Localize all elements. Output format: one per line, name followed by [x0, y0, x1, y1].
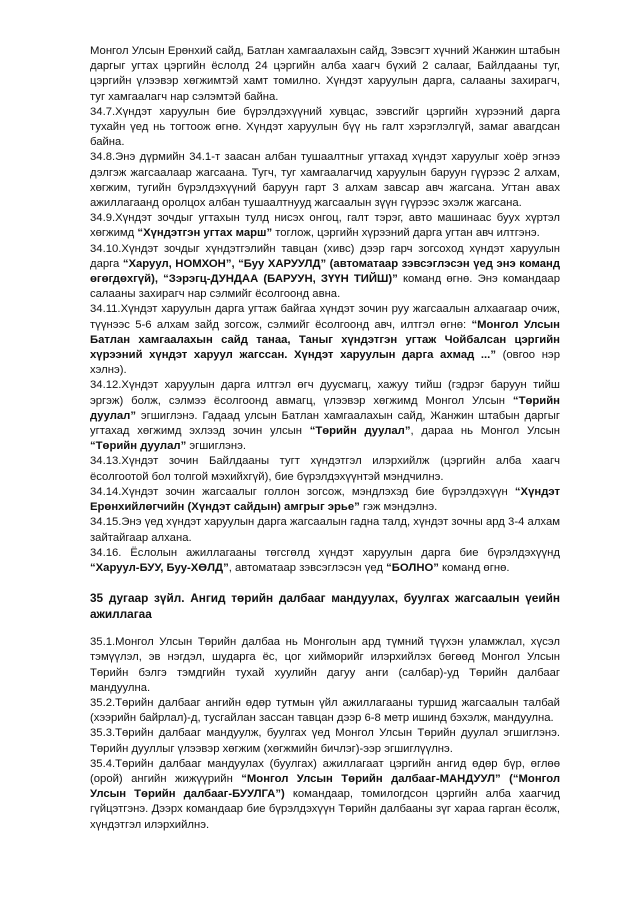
paragraph: [90, 757, 560, 833]
text-run: эгшиглэнэ.: [186, 440, 246, 453]
paragraph: [90, 726, 560, 756]
text-run: 35.1.Монгол Улсын Төрийн далбаа нь Монголын ард түмний түүхэн уламжлал, хүсэл тэмүүлэл, эв нэгдэл, шударга ёс, цог хийморийг илэрхийлэх бөгөөд Монгол Улсын Төрийн бэлгэ тэмдгийн тухай хуулийн дагуу анги (салбар)-уд Төрийн далбааг мандуулна.: [90, 636, 560, 694]
document-page: [90, 44, 560, 833]
paragraph: [90, 378, 560, 454]
text-run: Монгол Улсын Ерөнхий сайд, Батлан хамгаалахын сайд, Зэвсэгт хүчний Жанжин штабын даргыг угтах цэргийн ёслолд 24 цэргийн алба хаагч бүхий 2 салааг, Байлдааны туг, цэргийн үлээвэр хөгжимтэй хамт томилно. Хүндэт харуулын дарга, салааны захирагч, туг хамгаалагч нар сэлэмтэй байна.: [90, 45, 560, 103]
bold-text: “Монгол Улсын Батлан хамгаалахын сайд танаа, Таныг хүндэтгэн угтаж Чойбалсан цэргийн хүрээний хүндэт харуул жагссан. Хүндэт харуулын дарга ахмад ...”: [90, 318, 560, 362]
bold-text: “Хүндэтгэн угтах марш”: [137, 227, 273, 240]
bold-text: “Төрийн дуулал”: [90, 440, 187, 453]
bold-text: “Хүндэт Ерөнхийлөгчийн (Хүндэт сайдын) амгрыг эрье”: [90, 485, 560, 514]
text-run: эгшиглэнэ. Гадаад улсын Батлан хамгаалахын сайд, Жанжин штабын даргыг угтахад хөгжимд эхлээд зочин улсын: [90, 409, 560, 438]
text-run: 35.2.Төрийн далбааг ангийн өдөр тутмын үйл ажиллагааны туршид жагсаалын талбай (хээрийн байрлал)-д, тусгайлан зассан тавцан дээр 6-8 метр ишинд бэхэлж, мандуулна.: [90, 696, 560, 725]
text-run: 34.11.Хүндэт харуулын дарга угтаж байгаа хүндэт зочин руу жагсаалын алхаагаар очиж, түүнээс 5-6 алхам зайд зогсож, сэлмийг ёсолгоонд авч, илтгэл өгнө:: [90, 303, 560, 331]
paragraphs-after: [90, 635, 560, 833]
text-run: 34.7.Хүндэт харуулын бие бүрэлдэхүүний хувцас, зэвсгийг цэргийн хүрээний дарга тухайн үед нь тогтоож өгнө. Хүндэт харуулын бүү нь галт хэрэглэлгүй, замаг авагдсан байна.: [90, 105, 560, 149]
bold-text: “Харуул-БУУ, Буу-ХӨЛД”: [90, 561, 229, 574]
paragraph: [90, 546, 560, 576]
text-run: 35.3.Төрийн далбааг мандуулж, буулгах үед Монгол Улсын Төрийн дуулал эгшиглэнэ. Төрийн дууллыг үлээвэр хөгжим (хөгжмийн бичлэг)-ээр эгшиглүүлнэ.: [90, 727, 560, 755]
text-run: тоглож, цэргийн хүрээний дарга угтан авч илтгэнэ.: [272, 227, 540, 240]
paragraph: [90, 454, 560, 484]
text-run: командаар, томилогдсон цэргийн алба хаагчид гүйцэтгэнэ. Дээрх командаар бие бүрэлдэхүүн Төрийн далбааны зүг хараа гарган ёсолж, хүндэтгэл илэрхийлнэ.: [90, 788, 561, 831]
bold-text: “Харуул, НОМХОН”, “Буу ХАРУУЛД” (автоматаар зэвсэглэсэн үед энэ команд өгөгдөхгүй), “Зэрэгц-ДУНДАА (БАРУУН, ЗҮҮН ТИЙШ)”: [90, 257, 561, 286]
text-run: 34.10.Хүндэт зочдыг хүндэтгэлийн тавцан (хивс) дээр гарч зогсоход хүндэт харуулын дарга: [90, 242, 560, 270]
paragraph: [90, 485, 560, 515]
paragraph: [90, 696, 560, 726]
bold-text: “Төрийн дуулал”: [309, 425, 411, 438]
text-run: 34.8.Энэ дүрмийн 34.1-т заасан албан тушаалтныг угтахад хүндэт харуулыг хоёр эгнээ дэлгэж жагсаалаар жагсаана. Тугч, туг хамгаалагчид харуулын баруун гүүрээс 2 алхам, хөгжим, тугийн бүрэлдэхүүний баруун гарт 3 алхам завсар авч жагсана. Угтан авах ажиллагаанд оролцох албан тушаалтнууд жагсаалын зүүн гүүрээс эхэлж жагсана.: [90, 151, 560, 210]
text-run: 34.14.Хүндэт зочин жагсаалыг голлон зогсож, мэндлэхэд бие бүрэлдэхүүн: [90, 485, 515, 498]
text-run: 35.4.Төрийн далбааг мандуулах (буулгах) ажиллагаат цэргийн ангид өдөр бүр, өглөө (орой) ангийн жижүүрийн: [90, 757, 560, 785]
text-run: 34.13.Хүндэт зочин Байлдааны тугт хүндэтгэл илэрхийлж (цэргийн алба хаагч ёсолгоотой бол толгой мэхийхгүй), бие бүрэлдэхүүнтэй мэндчилнэ.: [90, 455, 560, 483]
bold-text: “Монгол Улсын Төрийн далбааг-МАНДУУЛ” (“Монгол Улсын Төрийн далбааг-БУУЛГА”): [90, 772, 560, 801]
text-run: 34.9.Хүндэт зочдыг угтахын тулд нисэх онгоц, галт тэрэг, авто машинаас буух хүртэл хөгжимд: [90, 212, 560, 240]
text-run: (овгоо нэр хэлнэ).: [90, 349, 560, 377]
paragraph: [90, 515, 560, 545]
paragraph: [90, 44, 560, 105]
bold-text: “Төрийн дуулал”: [90, 394, 560, 422]
paragraph: [90, 105, 560, 151]
text-run: 34.12.Хүндэт харуулын дарга илтгэл өгч дуусмагц, хажуу тийш (гэдрэг баруун тийш эргэж) болж, сэлмээ ёсолгоонд авмагц, үлээвэр хөгжимд Монгол Улсын: [90, 379, 560, 407]
text-run: гэж мэндэлнэ.: [359, 501, 438, 514]
section-heading: 35 дугаар зүйл. Ангид төрийн далбааг мандуулах, буулгах жагсаалын үеийн ажиллагаа: [90, 591, 560, 622]
text-run: команд өгнө. Энэ командаар салааны захирагч нар сэлмийг ёсолгоонд авна.: [90, 273, 560, 301]
paragraph: [90, 211, 560, 241]
text-run: 34.16. Ёслолын ажиллагааны төгсгөлд хүндэт харуулын дарга бие бүрэлдэхүүнд: [90, 546, 560, 559]
paragraphs-before: [90, 44, 560, 576]
bold-text: “БОЛНО”: [386, 561, 439, 574]
paragraph: [90, 302, 560, 378]
paragraph: [90, 242, 560, 303]
paragraph: [90, 150, 560, 211]
text-run: 34.15.Энэ үед хүндэт харуулын дарга жагсаалын гадна талд, хүндэт зочны ард 3-4 алхам зайтайгаар алхана.: [90, 516, 560, 544]
paragraph: [90, 635, 560, 696]
text-run: команд өгнө.: [438, 561, 510, 574]
text-run: , автоматаар зэвсэглэсэн үед: [228, 561, 387, 574]
text-run: , дараа нь Монгол Улсын: [410, 425, 560, 438]
